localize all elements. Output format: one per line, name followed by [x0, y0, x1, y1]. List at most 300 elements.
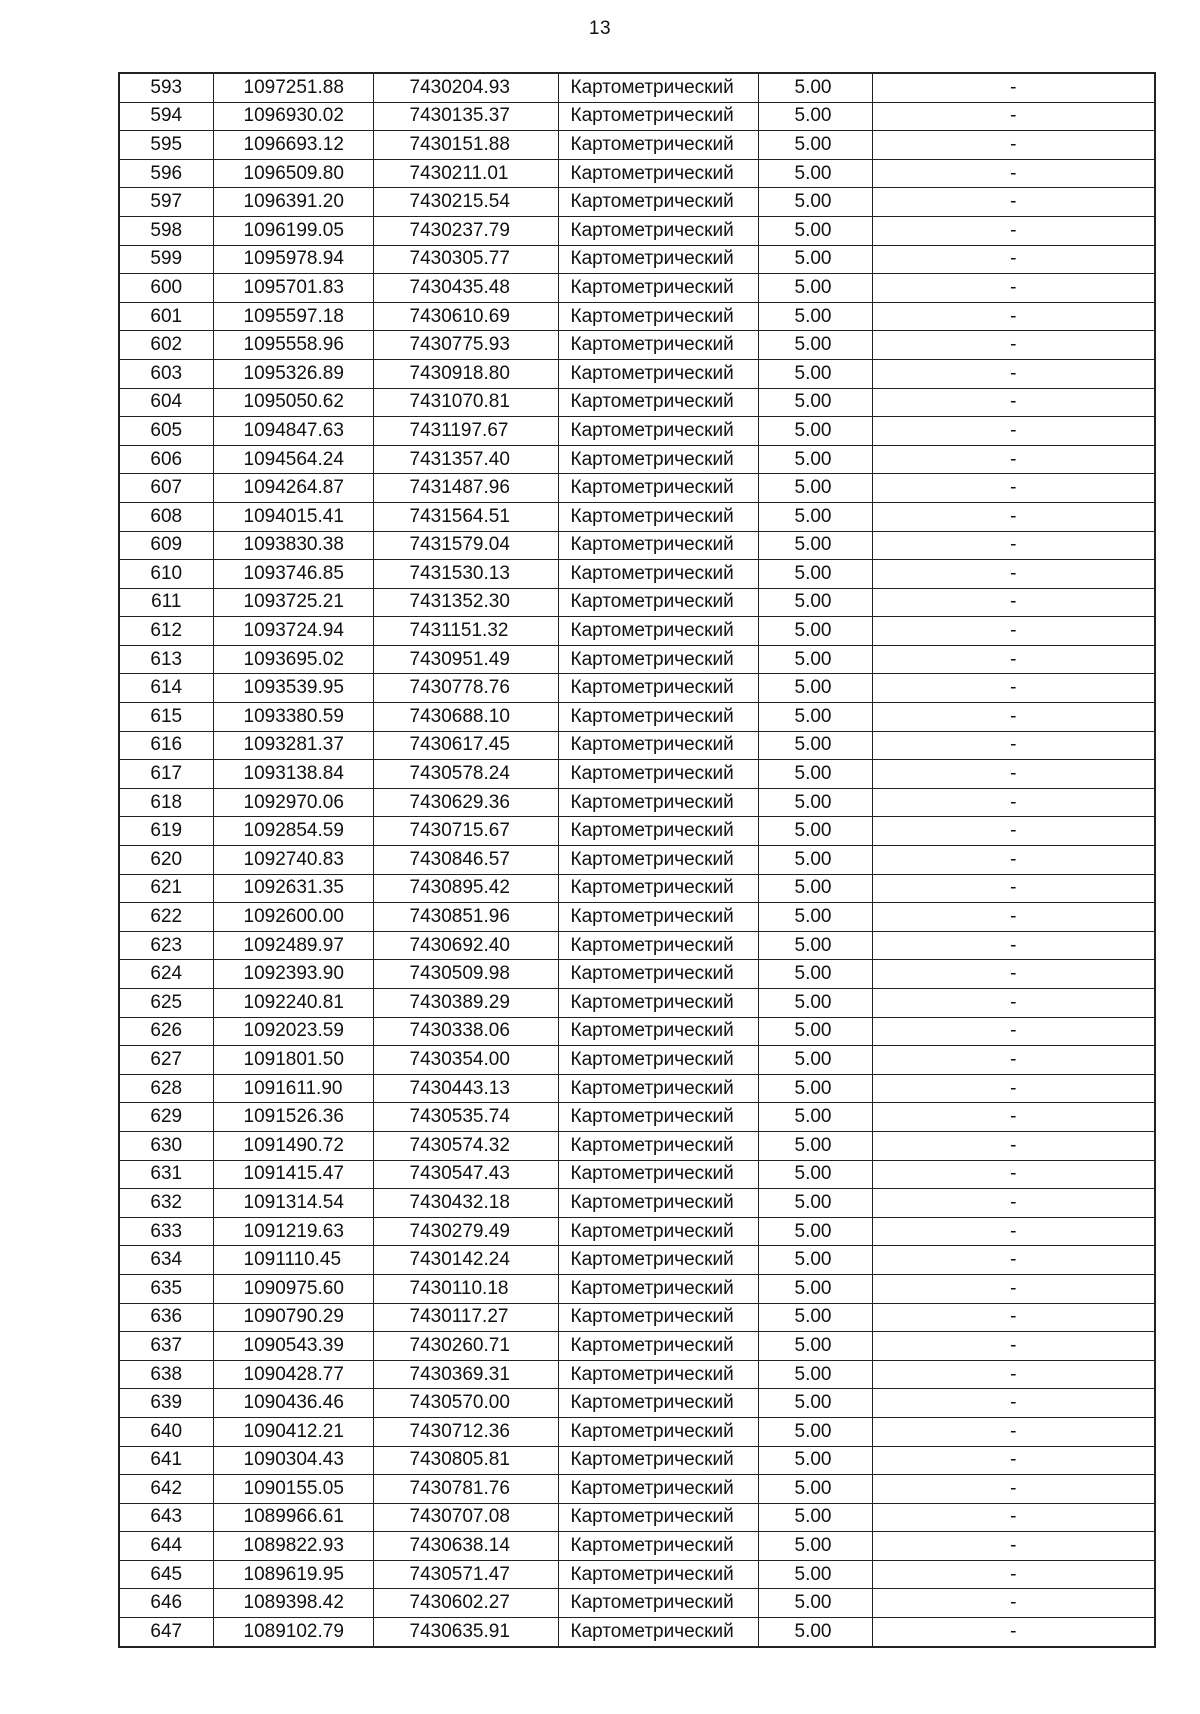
y-coordinate-cell: 7431564.51	[373, 502, 558, 531]
x-coordinate-cell: 1090428.77	[213, 1360, 373, 1389]
note-cell: -	[872, 960, 1155, 989]
note-cell: -	[872, 531, 1155, 560]
method-cell: Картометрический	[558, 1046, 758, 1075]
accuracy-cell: 5.00	[758, 1274, 872, 1303]
method-cell: Картометрический	[558, 1618, 758, 1647]
method-cell: Картометрический	[558, 1560, 758, 1589]
x-coordinate-cell: 1089102.79	[213, 1618, 373, 1647]
note-cell: -	[872, 1017, 1155, 1046]
table-row	[119, 331, 1155, 360]
accuracy-cell: 5.00	[758, 474, 872, 503]
note-cell: -	[872, 216, 1155, 245]
accuracy-cell: 5.00	[758, 1303, 872, 1332]
y-coordinate-cell: 7430846.57	[373, 846, 558, 875]
table-row	[119, 874, 1155, 903]
note-cell: -	[872, 302, 1155, 331]
point-number-cell: 632	[119, 1189, 213, 1218]
x-coordinate-cell: 1096693.12	[213, 131, 373, 160]
point-number-cell: 616	[119, 731, 213, 760]
method-cell: Картометрический	[558, 1131, 758, 1160]
accuracy-cell: 5.00	[758, 1131, 872, 1160]
note-cell: -	[872, 1360, 1155, 1389]
y-coordinate-cell: 7430617.45	[373, 731, 558, 760]
accuracy-cell: 5.00	[758, 731, 872, 760]
note-cell: -	[872, 1160, 1155, 1189]
x-coordinate-cell: 1092023.59	[213, 1017, 373, 1046]
y-coordinate-cell: 7430781.76	[373, 1475, 558, 1504]
point-number-cell: 629	[119, 1103, 213, 1132]
y-coordinate-cell: 7430851.96	[373, 903, 558, 932]
method-cell: Картометрический	[558, 1446, 758, 1475]
x-coordinate-cell: 1090790.29	[213, 1303, 373, 1332]
table-row	[119, 1560, 1155, 1589]
note-cell: -	[872, 817, 1155, 846]
point-number-cell: 612	[119, 617, 213, 646]
note-cell: -	[872, 1618, 1155, 1647]
point-number-cell: 601	[119, 302, 213, 331]
method-cell: Картометрический	[558, 1074, 758, 1103]
y-coordinate-cell: 7430211.01	[373, 159, 558, 188]
y-coordinate-cell: 7431352.30	[373, 588, 558, 617]
note-cell: -	[872, 1589, 1155, 1618]
x-coordinate-cell: 1096199.05	[213, 216, 373, 245]
accuracy-cell: 5.00	[758, 788, 872, 817]
method-cell: Картометрический	[558, 989, 758, 1018]
accuracy-cell: 5.00	[758, 703, 872, 732]
accuracy-cell: 5.00	[758, 874, 872, 903]
method-cell: Картометрический	[558, 188, 758, 217]
note-cell: -	[872, 1046, 1155, 1075]
point-number-cell: 600	[119, 274, 213, 303]
table-row	[119, 216, 1155, 245]
note-cell: -	[872, 1131, 1155, 1160]
note-cell: -	[872, 674, 1155, 703]
y-coordinate-cell: 7430432.18	[373, 1189, 558, 1218]
table-row	[119, 846, 1155, 875]
method-cell: Картометрический	[558, 1503, 758, 1532]
table-row	[119, 245, 1155, 274]
y-coordinate-cell: 7430338.06	[373, 1017, 558, 1046]
accuracy-cell: 5.00	[758, 846, 872, 875]
point-number-cell: 619	[119, 817, 213, 846]
accuracy-cell: 5.00	[758, 359, 872, 388]
note-cell: -	[872, 788, 1155, 817]
point-number-cell: 596	[119, 159, 213, 188]
note-cell: -	[872, 588, 1155, 617]
accuracy-cell: 5.00	[758, 617, 872, 646]
x-coordinate-cell: 1096930.02	[213, 102, 373, 131]
method-cell: Картометрический	[558, 502, 758, 531]
accuracy-cell: 5.00	[758, 1475, 872, 1504]
table-row	[119, 731, 1155, 760]
method-cell: Картометрический	[558, 1532, 758, 1561]
note-cell: -	[872, 474, 1155, 503]
note-cell: -	[872, 846, 1155, 875]
note-cell: -	[872, 1417, 1155, 1446]
method-cell: Картометрический	[558, 931, 758, 960]
y-coordinate-cell: 7430237.79	[373, 216, 558, 245]
point-number-cell: 635	[119, 1274, 213, 1303]
method-cell: Картометрический	[558, 531, 758, 560]
accuracy-cell: 5.00	[758, 245, 872, 274]
point-number-cell: 593	[119, 73, 213, 102]
point-number-cell: 630	[119, 1131, 213, 1160]
x-coordinate-cell: 1089398.42	[213, 1589, 373, 1618]
note-cell: -	[872, 989, 1155, 1018]
accuracy-cell: 5.00	[758, 531, 872, 560]
note-cell: -	[872, 1246, 1155, 1275]
method-cell: Картометрический	[558, 588, 758, 617]
table-row	[119, 931, 1155, 960]
point-number-cell: 645	[119, 1560, 213, 1589]
x-coordinate-cell: 1090412.21	[213, 1417, 373, 1446]
table-row	[119, 1274, 1155, 1303]
note-cell: -	[872, 1532, 1155, 1561]
y-coordinate-cell: 7430535.74	[373, 1103, 558, 1132]
accuracy-cell: 5.00	[758, 1046, 872, 1075]
y-coordinate-cell: 7430571.47	[373, 1560, 558, 1589]
accuracy-cell: 5.00	[758, 588, 872, 617]
point-number-cell: 637	[119, 1332, 213, 1361]
accuracy-cell: 5.00	[758, 1560, 872, 1589]
x-coordinate-cell: 1093539.95	[213, 674, 373, 703]
note-cell: -	[872, 1503, 1155, 1532]
y-coordinate-cell: 7430574.32	[373, 1131, 558, 1160]
accuracy-cell: 5.00	[758, 645, 872, 674]
accuracy-cell: 5.00	[758, 817, 872, 846]
accuracy-cell: 5.00	[758, 331, 872, 360]
note-cell: -	[872, 1303, 1155, 1332]
y-coordinate-cell: 7430151.88	[373, 131, 558, 160]
method-cell: Картометрический	[558, 474, 758, 503]
y-coordinate-cell: 7430547.43	[373, 1160, 558, 1189]
accuracy-cell: 5.00	[758, 1103, 872, 1132]
y-coordinate-cell: 7430715.67	[373, 817, 558, 846]
table-row	[119, 960, 1155, 989]
y-coordinate-cell: 7430951.49	[373, 645, 558, 674]
x-coordinate-cell: 1093695.02	[213, 645, 373, 674]
accuracy-cell: 5.00	[758, 1217, 872, 1246]
x-coordinate-cell: 1091526.36	[213, 1103, 373, 1132]
accuracy-cell: 5.00	[758, 73, 872, 102]
method-cell: Картометрический	[558, 388, 758, 417]
y-coordinate-cell: 7430135.37	[373, 102, 558, 131]
y-coordinate-cell: 7430805.81	[373, 1446, 558, 1475]
point-number-cell: 620	[119, 846, 213, 875]
point-number-cell: 642	[119, 1475, 213, 1504]
table-row	[119, 1360, 1155, 1389]
table-row	[119, 131, 1155, 160]
method-cell: Картометрический	[558, 846, 758, 875]
table-row	[119, 903, 1155, 932]
method-cell: Картометрический	[558, 817, 758, 846]
method-cell: Картометрический	[558, 245, 758, 274]
x-coordinate-cell: 1089966.61	[213, 1503, 373, 1532]
x-coordinate-cell: 1092240.81	[213, 989, 373, 1018]
y-coordinate-cell: 7430110.18	[373, 1274, 558, 1303]
y-coordinate-cell: 7430895.42	[373, 874, 558, 903]
table-row	[119, 1589, 1155, 1618]
accuracy-cell: 5.00	[758, 903, 872, 932]
point-number-cell: 615	[119, 703, 213, 732]
note-cell: -	[872, 874, 1155, 903]
accuracy-cell: 5.00	[758, 760, 872, 789]
table-row	[119, 417, 1155, 446]
accuracy-cell: 5.00	[758, 1332, 872, 1361]
accuracy-cell: 5.00	[758, 1074, 872, 1103]
table-row	[119, 359, 1155, 388]
y-coordinate-cell: 7430389.29	[373, 989, 558, 1018]
x-coordinate-cell: 1096391.20	[213, 188, 373, 217]
table-row	[119, 703, 1155, 732]
note-cell: -	[872, 645, 1155, 674]
note-cell: -	[872, 731, 1155, 760]
accuracy-cell: 5.00	[758, 188, 872, 217]
table-row	[119, 445, 1155, 474]
note-cell: -	[872, 1446, 1155, 1475]
method-cell: Картометрический	[558, 1332, 758, 1361]
x-coordinate-cell: 1095597.18	[213, 302, 373, 331]
y-coordinate-cell: 7431151.32	[373, 617, 558, 646]
x-coordinate-cell: 1093138.84	[213, 760, 373, 789]
point-number-cell: 603	[119, 359, 213, 388]
x-coordinate-cell: 1097251.88	[213, 73, 373, 102]
note-cell: -	[872, 417, 1155, 446]
method-cell: Картометрический	[558, 560, 758, 589]
method-cell: Картометрический	[558, 703, 758, 732]
note-cell: -	[872, 1475, 1155, 1504]
table-row	[119, 1532, 1155, 1561]
table-row	[119, 188, 1155, 217]
y-coordinate-cell: 7430602.27	[373, 1589, 558, 1618]
table-row	[119, 560, 1155, 589]
y-coordinate-cell: 7430215.54	[373, 188, 558, 217]
point-number-cell: 617	[119, 760, 213, 789]
method-cell: Картометрический	[558, 417, 758, 446]
y-coordinate-cell: 7430142.24	[373, 1246, 558, 1275]
method-cell: Картометрический	[558, 731, 758, 760]
table-row	[119, 102, 1155, 131]
point-number-cell: 610	[119, 560, 213, 589]
y-coordinate-cell: 7431579.04	[373, 531, 558, 560]
accuracy-cell: 5.00	[758, 1532, 872, 1561]
point-number-cell: 631	[119, 1160, 213, 1189]
point-number-cell: 606	[119, 445, 213, 474]
x-coordinate-cell: 1091415.47	[213, 1160, 373, 1189]
method-cell: Картометрический	[558, 331, 758, 360]
method-cell: Картометрический	[558, 760, 758, 789]
x-coordinate-cell: 1094847.63	[213, 417, 373, 446]
point-number-cell: 604	[119, 388, 213, 417]
x-coordinate-cell: 1095701.83	[213, 274, 373, 303]
y-coordinate-cell: 7430354.00	[373, 1046, 558, 1075]
point-number-cell: 613	[119, 645, 213, 674]
method-cell: Картометрический	[558, 102, 758, 131]
x-coordinate-cell: 1092489.97	[213, 931, 373, 960]
table-row	[119, 474, 1155, 503]
method-cell: Картометрический	[558, 960, 758, 989]
point-number-cell: 638	[119, 1360, 213, 1389]
method-cell: Картометрический	[558, 617, 758, 646]
point-number-cell: 624	[119, 960, 213, 989]
note-cell: -	[872, 502, 1155, 531]
note-cell: -	[872, 617, 1155, 646]
table-row	[119, 73, 1155, 102]
point-number-cell: 594	[119, 102, 213, 131]
table-row	[119, 1160, 1155, 1189]
x-coordinate-cell: 1089619.95	[213, 1560, 373, 1589]
point-number-cell: 622	[119, 903, 213, 932]
table-row	[119, 788, 1155, 817]
x-coordinate-cell: 1094264.87	[213, 474, 373, 503]
note-cell: -	[872, 1560, 1155, 1589]
x-coordinate-cell: 1094015.41	[213, 502, 373, 531]
y-coordinate-cell: 7430570.00	[373, 1389, 558, 1418]
page-number: 13	[588, 18, 612, 39]
method-cell: Картометрический	[558, 1589, 758, 1618]
y-coordinate-cell: 7431070.81	[373, 388, 558, 417]
x-coordinate-cell: 1092631.35	[213, 874, 373, 903]
x-coordinate-cell: 1093746.85	[213, 560, 373, 589]
accuracy-cell: 5.00	[758, 388, 872, 417]
note-cell: -	[872, 1274, 1155, 1303]
table-row	[119, 1618, 1155, 1647]
point-number-cell: 628	[119, 1074, 213, 1103]
x-coordinate-cell: 1091490.72	[213, 1131, 373, 1160]
accuracy-cell: 5.00	[758, 1446, 872, 1475]
note-cell: -	[872, 903, 1155, 932]
note-cell: -	[872, 760, 1155, 789]
method-cell: Картометрический	[558, 73, 758, 102]
method-cell: Картометрический	[558, 1303, 758, 1332]
point-number-cell: 595	[119, 131, 213, 160]
table-row	[119, 1017, 1155, 1046]
note-cell: -	[872, 560, 1155, 589]
table-row	[119, 1189, 1155, 1218]
y-coordinate-cell: 7430443.13	[373, 1074, 558, 1103]
accuracy-cell: 5.00	[758, 216, 872, 245]
table-row	[119, 274, 1155, 303]
table-row	[119, 159, 1155, 188]
accuracy-cell: 5.00	[758, 1417, 872, 1446]
y-coordinate-cell: 7430369.31	[373, 1360, 558, 1389]
x-coordinate-cell: 1095326.89	[213, 359, 373, 388]
y-coordinate-cell: 7431530.13	[373, 560, 558, 589]
point-number-cell: 641	[119, 1446, 213, 1475]
table-row	[119, 817, 1155, 846]
method-cell: Картометрический	[558, 645, 758, 674]
x-coordinate-cell: 1090304.43	[213, 1446, 373, 1475]
y-coordinate-cell: 7430638.14	[373, 1532, 558, 1561]
method-cell: Картометрический	[558, 302, 758, 331]
method-cell: Картометрический	[558, 1274, 758, 1303]
table-row	[119, 1332, 1155, 1361]
y-coordinate-cell: 7430707.08	[373, 1503, 558, 1532]
x-coordinate-cell: 1093281.37	[213, 731, 373, 760]
method-cell: Картометрический	[558, 1017, 758, 1046]
accuracy-cell: 5.00	[758, 1360, 872, 1389]
table-row	[119, 1446, 1155, 1475]
y-coordinate-cell: 7430610.69	[373, 302, 558, 331]
x-coordinate-cell: 1091110.45	[213, 1246, 373, 1275]
y-coordinate-cell: 7430279.49	[373, 1217, 558, 1246]
x-coordinate-cell: 1093725.21	[213, 588, 373, 617]
point-number-cell: 623	[119, 931, 213, 960]
method-cell: Картометрический	[558, 1103, 758, 1132]
point-number-cell: 633	[119, 1217, 213, 1246]
accuracy-cell: 5.00	[758, 102, 872, 131]
point-number-cell: 605	[119, 417, 213, 446]
x-coordinate-cell: 1093830.38	[213, 531, 373, 560]
y-coordinate-cell: 7430712.36	[373, 1417, 558, 1446]
accuracy-cell: 5.00	[758, 674, 872, 703]
x-coordinate-cell: 1093724.94	[213, 617, 373, 646]
y-coordinate-cell: 7430778.76	[373, 674, 558, 703]
table-row	[119, 1303, 1155, 1332]
table-row	[119, 1103, 1155, 1132]
point-number-cell: 621	[119, 874, 213, 903]
table-row	[119, 1246, 1155, 1275]
y-coordinate-cell: 7430775.93	[373, 331, 558, 360]
note-cell: -	[872, 131, 1155, 160]
method-cell: Картометрический	[558, 788, 758, 817]
point-number-cell: 644	[119, 1532, 213, 1561]
x-coordinate-cell: 1092600.00	[213, 903, 373, 932]
accuracy-cell: 5.00	[758, 1189, 872, 1218]
y-coordinate-cell: 7430578.24	[373, 760, 558, 789]
point-number-cell: 602	[119, 331, 213, 360]
table-row	[119, 1389, 1155, 1418]
y-coordinate-cell: 7430509.98	[373, 960, 558, 989]
table-row	[119, 1475, 1155, 1504]
x-coordinate-cell: 1090975.60	[213, 1274, 373, 1303]
accuracy-cell: 5.00	[758, 302, 872, 331]
table-row	[119, 617, 1155, 646]
table-row	[119, 1417, 1155, 1446]
table-row	[119, 1046, 1155, 1075]
table-row	[119, 1131, 1155, 1160]
note-cell: -	[872, 703, 1155, 732]
x-coordinate-cell: 1092970.06	[213, 788, 373, 817]
x-coordinate-cell: 1092740.83	[213, 846, 373, 875]
x-coordinate-cell: 1093380.59	[213, 703, 373, 732]
table-row	[119, 674, 1155, 703]
accuracy-cell: 5.00	[758, 274, 872, 303]
x-coordinate-cell: 1089822.93	[213, 1532, 373, 1561]
table-row	[119, 645, 1155, 674]
method-cell: Картометрический	[558, 359, 758, 388]
y-coordinate-cell: 7431487.96	[373, 474, 558, 503]
y-coordinate-cell: 7430918.80	[373, 359, 558, 388]
y-coordinate-cell: 7430692.40	[373, 931, 558, 960]
accuracy-cell: 5.00	[758, 131, 872, 160]
accuracy-cell: 5.00	[758, 560, 872, 589]
y-coordinate-cell: 7430305.77	[373, 245, 558, 274]
point-number-cell: 618	[119, 788, 213, 817]
note-cell: -	[872, 388, 1155, 417]
method-cell: Картометрический	[558, 216, 758, 245]
point-number-cell: 634	[119, 1246, 213, 1275]
note-cell: -	[872, 1189, 1155, 1218]
accuracy-cell: 5.00	[758, 931, 872, 960]
method-cell: Картометрический	[558, 159, 758, 188]
point-number-cell: 614	[119, 674, 213, 703]
table-row	[119, 1503, 1155, 1532]
coordinates-table	[118, 72, 1156, 1648]
note-cell: -	[872, 274, 1155, 303]
method-cell: Картометрический	[558, 1189, 758, 1218]
method-cell: Картометрический	[558, 1389, 758, 1418]
